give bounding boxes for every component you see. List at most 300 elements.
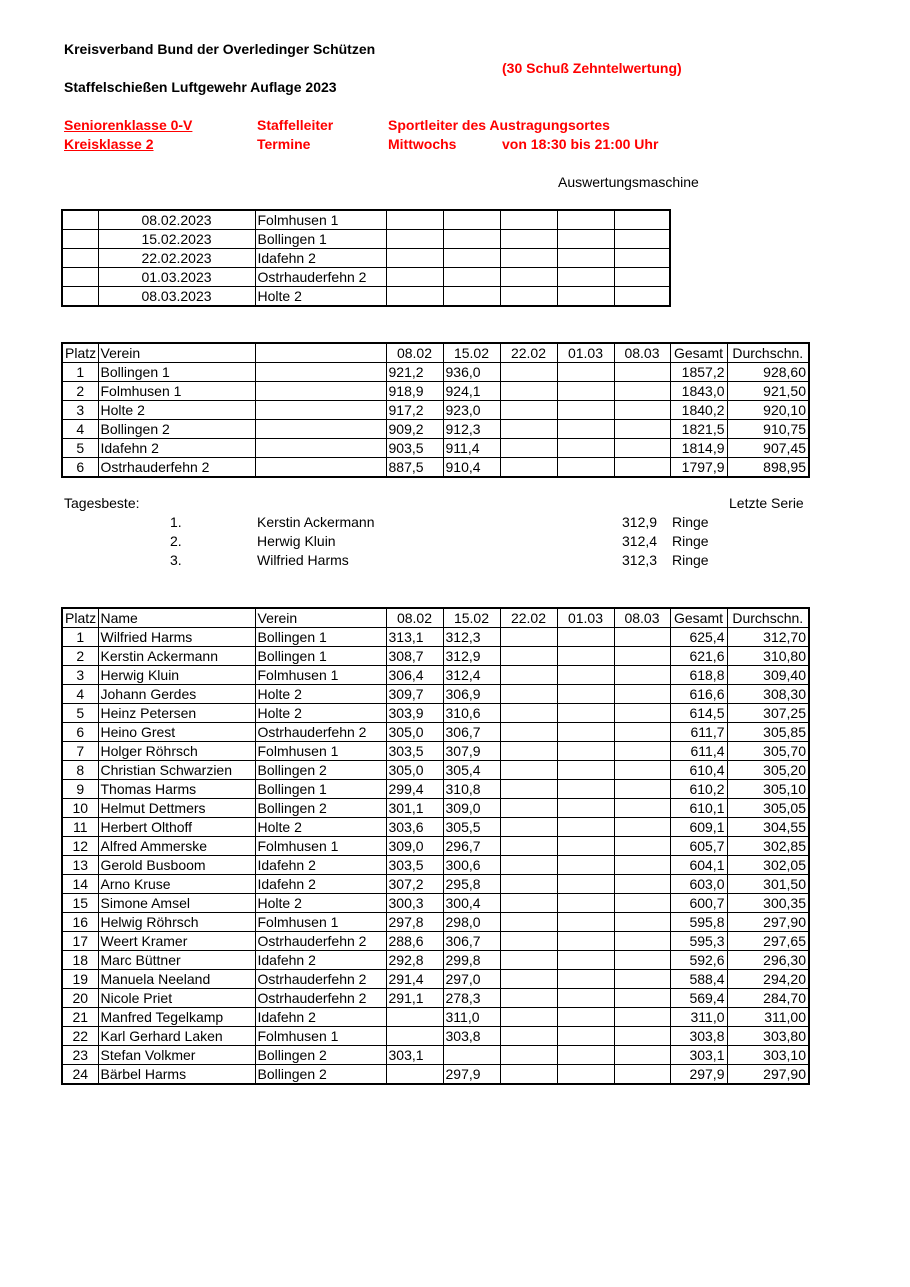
individual-row: [62, 761, 809, 780]
table-cell: 569,4: [670, 989, 727, 1008]
table-cell: 297,0: [443, 970, 500, 989]
table-cell: Alfred Ammerske: [98, 837, 255, 856]
column-header: 08.02: [386, 343, 443, 363]
table-cell: 300,4: [443, 894, 500, 913]
table-cell: 303,1: [670, 1046, 727, 1065]
table-cell: 1840,2: [670, 401, 727, 420]
schedule-venue: Ostrhauderfehn 2: [255, 268, 386, 287]
table-cell: 1814,9: [670, 439, 727, 458]
table-cell: [557, 685, 614, 704]
table-cell: 312,4: [443, 666, 500, 685]
table-cell: 3: [62, 666, 98, 685]
table-cell: [386, 1065, 443, 1085]
table-cell: 1: [62, 363, 98, 382]
table-cell: 9: [62, 780, 98, 799]
table-cell: 6: [62, 458, 98, 478]
schedule-cell-blank: [614, 249, 670, 268]
table-cell: Folmhusen 1: [98, 382, 255, 401]
table-cell: Folmhusen 1: [255, 1027, 386, 1046]
table-cell: 300,35: [727, 894, 809, 913]
table-cell: 305,5: [443, 818, 500, 837]
schedule-cell-blank: [386, 210, 443, 230]
table-cell: [500, 932, 557, 951]
table-cell: Bollingen 1: [255, 780, 386, 799]
individual-row: [62, 628, 809, 647]
table-cell: 1843,0: [670, 382, 727, 401]
individual-row: [62, 1065, 809, 1085]
table-cell: 297,9: [670, 1065, 727, 1085]
table-cell: [500, 382, 557, 401]
table-cell: 1857,2: [670, 363, 727, 382]
table-cell: 12: [62, 837, 98, 856]
schedule-cell-blank: [614, 268, 670, 287]
table-cell: 309,40: [727, 666, 809, 685]
table-cell: 307,25: [727, 704, 809, 723]
schedule-venue: Idafehn 2: [255, 249, 386, 268]
table-cell: 18: [62, 951, 98, 970]
table-cell: [614, 1008, 670, 1027]
table-cell: 17: [62, 932, 98, 951]
table-cell: [557, 742, 614, 761]
table-cell: Stefan Volkmer: [98, 1046, 255, 1065]
table-cell: 917,2: [386, 401, 443, 420]
individual-row: [62, 685, 809, 704]
table-cell: 5: [62, 439, 98, 458]
table-cell: Bollingen 2: [255, 799, 386, 818]
table-cell: 11: [62, 818, 98, 837]
table-cell: 928,60: [727, 363, 809, 382]
table-cell: 296,7: [443, 837, 500, 856]
schedule-date: 01.03.2023: [98, 268, 255, 287]
table-cell: 10: [62, 799, 98, 818]
table-cell: Bärbel Harms: [98, 1065, 255, 1085]
schedule-cell-blank: [386, 268, 443, 287]
table-cell: 305,0: [386, 723, 443, 742]
table-cell: 14: [62, 875, 98, 894]
schedule-cell-blank: [557, 210, 614, 230]
table-cell: 305,70: [727, 742, 809, 761]
table-cell: 898,95: [727, 458, 809, 478]
individual-row: [62, 837, 809, 856]
table-cell: 309,7: [386, 685, 443, 704]
table-cell: 303,5: [386, 742, 443, 761]
table-cell: Johann Gerdes: [98, 685, 255, 704]
table-cell: 295,8: [443, 875, 500, 894]
table-cell: 1797,9: [670, 458, 727, 478]
table-cell: [557, 780, 614, 799]
team-standings-table: [61, 342, 810, 478]
table-cell: 312,70: [727, 628, 809, 647]
table-cell: [500, 647, 557, 666]
label-sportleiter: Sportleiter des Austragungsortes: [388, 117, 610, 133]
schedule-row: [62, 230, 670, 249]
column-header: 22.02: [500, 608, 557, 628]
table-cell: [255, 420, 386, 439]
table-cell: 301,50: [727, 875, 809, 894]
column-header: 15.02: [443, 608, 500, 628]
table-cell: 903,5: [386, 439, 443, 458]
table-cell: Bollingen 2: [255, 1065, 386, 1085]
table-cell: 305,4: [443, 761, 500, 780]
schedule-cell-blank: [62, 268, 98, 287]
table-cell: [500, 666, 557, 685]
table-cell: [500, 458, 557, 478]
table-cell: 296,30: [727, 951, 809, 970]
column-header: 22.02: [500, 343, 557, 363]
team-row: [62, 420, 809, 439]
table-cell: Holte 2: [255, 704, 386, 723]
schedule-row: [62, 268, 670, 287]
table-cell: [500, 951, 557, 970]
table-cell: [500, 1065, 557, 1085]
table-cell: 284,70: [727, 989, 809, 1008]
table-cell: 303,5: [386, 856, 443, 875]
table-cell: 302,05: [727, 856, 809, 875]
table-cell: Manfred Tegelkamp: [98, 1008, 255, 1027]
table-cell: Bollingen 2: [255, 1046, 386, 1065]
schedule-row: [62, 287, 670, 307]
table-cell: [557, 894, 614, 913]
table-cell: Weert Kramer: [98, 932, 255, 951]
table-cell: 297,65: [727, 932, 809, 951]
table-cell: Idafehn 2: [255, 856, 386, 875]
table-cell: Heinz Petersen: [98, 704, 255, 723]
table-cell: 4: [62, 420, 98, 439]
schedule-venue: Holte 2: [255, 287, 386, 307]
table-cell: 910,4: [443, 458, 500, 478]
table-cell: [557, 1027, 614, 1046]
table-cell: [557, 1046, 614, 1065]
schedule-date: 22.02.2023: [98, 249, 255, 268]
table-cell: Simone Amsel: [98, 894, 255, 913]
table-cell: [557, 723, 614, 742]
table-cell: Thomas Harms: [98, 780, 255, 799]
individual-row: [62, 666, 809, 685]
individual-row: [62, 723, 809, 742]
label-time: von 18:30 bis 21:00 Uhr: [502, 136, 659, 152]
column-header: 01.03: [557, 343, 614, 363]
table-cell: 297,90: [727, 1065, 809, 1085]
table-cell: Bollingen 2: [255, 761, 386, 780]
table-cell: [500, 780, 557, 799]
column-header: Durchschn.: [727, 343, 809, 363]
table-cell: Idafehn 2: [98, 439, 255, 458]
table-cell: Folmhusen 1: [255, 913, 386, 932]
table-cell: [557, 989, 614, 1008]
table-cell: [557, 856, 614, 875]
table-cell: [557, 1008, 614, 1027]
table-cell: [614, 647, 670, 666]
scoring-note: (30 Schuß Zehntelwertung): [502, 60, 682, 76]
table-cell: [614, 382, 670, 401]
table-cell: [614, 818, 670, 837]
best-label: Tagesbeste:: [64, 495, 140, 511]
table-cell: 887,5: [386, 458, 443, 478]
table-cell: 621,6: [670, 647, 727, 666]
table-cell: [614, 704, 670, 723]
table-cell: [557, 951, 614, 970]
individual-row: [62, 989, 809, 1008]
individual-row: [62, 856, 809, 875]
column-header: Verein: [255, 608, 386, 628]
label-staffelleiter: Staffelleiter: [257, 117, 334, 133]
schedule-cell-blank: [500, 230, 557, 249]
table-cell: [255, 458, 386, 478]
schedule-cell-blank: [386, 287, 443, 307]
table-cell: [557, 628, 614, 647]
table-cell: 300,3: [386, 894, 443, 913]
column-header: 08.03: [614, 343, 670, 363]
individual-row: [62, 780, 809, 799]
table-cell: Folmhusen 1: [255, 666, 386, 685]
table-cell: 16: [62, 913, 98, 932]
table-cell: 610,1: [670, 799, 727, 818]
table-cell: 921,2: [386, 363, 443, 382]
table-cell: [614, 1046, 670, 1065]
table-cell: 303,80: [727, 1027, 809, 1046]
table-cell: [500, 1046, 557, 1065]
table-cell: [614, 799, 670, 818]
table-header-row: [62, 343, 809, 363]
table-cell: 610,4: [670, 761, 727, 780]
table-cell: 310,6: [443, 704, 500, 723]
table-cell: Marc Büttner: [98, 951, 255, 970]
table-cell: [557, 1065, 614, 1085]
table-cell: 15: [62, 894, 98, 913]
schedule-cell-blank: [557, 287, 614, 307]
individual-row: [62, 1027, 809, 1046]
table-cell: 911,4: [443, 439, 500, 458]
table-cell: 22: [62, 1027, 98, 1046]
table-cell: [614, 1027, 670, 1046]
table-cell: 921,50: [727, 382, 809, 401]
table-cell: [557, 932, 614, 951]
table-cell: [500, 420, 557, 439]
table-cell: Kerstin Ackermann: [98, 647, 255, 666]
table-cell: 307,2: [386, 875, 443, 894]
schedule-venue: Folmhusen 1: [255, 210, 386, 230]
table-cell: 21: [62, 1008, 98, 1027]
table-cell: [614, 420, 670, 439]
schedule-cell-blank: [614, 230, 670, 249]
table-cell: 592,6: [670, 951, 727, 970]
best-unit: Ringe: [672, 552, 709, 568]
table-cell: [500, 970, 557, 989]
table-cell: Heino Grest: [98, 723, 255, 742]
class-senior: Seniorenklasse 0-V: [64, 117, 193, 133]
table-cell: 924,1: [443, 382, 500, 401]
column-header: 08.02: [386, 608, 443, 628]
table-cell: [500, 401, 557, 420]
table-cell: 303,10: [727, 1046, 809, 1065]
table-cell: 7: [62, 742, 98, 761]
table-cell: 291,1: [386, 989, 443, 1008]
team-row: [62, 458, 809, 478]
table-cell: 288,6: [386, 932, 443, 951]
table-cell: 23: [62, 1046, 98, 1065]
individual-row: [62, 932, 809, 951]
table-cell: 306,9: [443, 685, 500, 704]
table-cell: 299,8: [443, 951, 500, 970]
table-cell: [614, 458, 670, 478]
table-cell: 305,05: [727, 799, 809, 818]
table-cell: 618,8: [670, 666, 727, 685]
table-cell: [614, 628, 670, 647]
column-header: Platz: [62, 608, 98, 628]
table-cell: 313,1: [386, 628, 443, 647]
table-cell: Wilfried Harms: [98, 628, 255, 647]
table-cell: 595,8: [670, 913, 727, 932]
best-unit: Ringe: [672, 533, 709, 549]
table-cell: 605,7: [670, 837, 727, 856]
table-cell: 1821,5: [670, 420, 727, 439]
table-cell: 299,4: [386, 780, 443, 799]
table-cell: 609,1: [670, 818, 727, 837]
team-row: [62, 401, 809, 420]
best-score: 312,9: [622, 514, 658, 530]
table-cell: [614, 951, 670, 970]
table-cell: 20: [62, 989, 98, 1008]
table-cell: [614, 970, 670, 989]
table-cell: [500, 818, 557, 837]
table-cell: 292,8: [386, 951, 443, 970]
table-cell: 923,0: [443, 401, 500, 420]
individual-row: [62, 875, 809, 894]
table-cell: 614,5: [670, 704, 727, 723]
table-cell: [557, 382, 614, 401]
individual-row: [62, 799, 809, 818]
table-cell: 309,0: [443, 799, 500, 818]
table-cell: [557, 363, 614, 382]
schedule-date: 08.03.2023: [98, 287, 255, 307]
team-row: [62, 363, 809, 382]
schedule-cell-blank: [500, 268, 557, 287]
table-cell: 907,45: [727, 439, 809, 458]
table-cell: [255, 382, 386, 401]
table-cell: Bollingen 1: [255, 647, 386, 666]
table-cell: [614, 837, 670, 856]
column-header: Durchschn.: [727, 608, 809, 628]
best-name: Wilfried Harms: [257, 552, 349, 568]
table-cell: 3: [62, 401, 98, 420]
table-cell: 303,8: [670, 1027, 727, 1046]
table-cell: [614, 742, 670, 761]
schedule-cell-blank: [62, 210, 98, 230]
table-cell: [500, 761, 557, 780]
table-cell: 1: [62, 628, 98, 647]
table-cell: [500, 723, 557, 742]
table-cell: 5: [62, 704, 98, 723]
table-cell: 298,0: [443, 913, 500, 932]
table-cell: 305,10: [727, 780, 809, 799]
schedule-row: [62, 249, 670, 268]
best-name: Kerstin Ackermann: [257, 514, 375, 530]
table-cell: Idafehn 2: [255, 1008, 386, 1027]
table-cell: [614, 723, 670, 742]
table-cell: [614, 363, 670, 382]
column-header: 15.02: [443, 343, 500, 363]
table-cell: [614, 894, 670, 913]
table-cell: 4: [62, 685, 98, 704]
schedule-cell-blank: [62, 230, 98, 249]
table-cell: Bollingen 1: [255, 628, 386, 647]
table-cell: [614, 875, 670, 894]
table-cell: 8: [62, 761, 98, 780]
table-cell: [614, 666, 670, 685]
best-score: 312,3: [622, 552, 658, 568]
table-cell: 312,9: [443, 647, 500, 666]
table-cell: 918,9: [386, 382, 443, 401]
table-cell: 308,30: [727, 685, 809, 704]
table-cell: 306,4: [386, 666, 443, 685]
table-cell: 311,00: [727, 1008, 809, 1027]
table-cell: 304,55: [727, 818, 809, 837]
table-cell: [500, 856, 557, 875]
table-cell: 303,6: [386, 818, 443, 837]
table-cell: [614, 989, 670, 1008]
table-cell: 305,20: [727, 761, 809, 780]
table-cell: [255, 401, 386, 420]
column-header: [255, 343, 386, 363]
table-cell: [557, 439, 614, 458]
table-cell: Helmut Dettmers: [98, 799, 255, 818]
individual-row: [62, 894, 809, 913]
table-cell: 305,85: [727, 723, 809, 742]
table-cell: 303,9: [386, 704, 443, 723]
table-cell: 603,0: [670, 875, 727, 894]
table-cell: 312,3: [443, 628, 500, 647]
table-cell: [500, 704, 557, 723]
schedule-cell-blank: [614, 210, 670, 230]
table-cell: 307,9: [443, 742, 500, 761]
schedule-cell-blank: [62, 287, 98, 307]
class-kreis: Kreisklasse 2: [64, 136, 154, 152]
schedule-cell-blank: [443, 210, 500, 230]
best-rank: 1.: [170, 514, 182, 530]
schedule-cell-blank: [557, 249, 614, 268]
table-cell: 278,3: [443, 989, 500, 1008]
table-cell: [614, 439, 670, 458]
schedule-cell-blank: [557, 230, 614, 249]
schedule-date: 15.02.2023: [98, 230, 255, 249]
table-cell: 311,0: [670, 1008, 727, 1027]
table-cell: 301,1: [386, 799, 443, 818]
individual-row: [62, 704, 809, 723]
table-cell: Bollingen 1: [98, 363, 255, 382]
individual-row: [62, 647, 809, 666]
table-cell: 291,4: [386, 970, 443, 989]
table-cell: 309,0: [386, 837, 443, 856]
schedule-cell-blank: [443, 230, 500, 249]
individual-standings-table: [61, 607, 810, 1085]
table-cell: [500, 894, 557, 913]
table-cell: [557, 818, 614, 837]
table-cell: Holte 2: [98, 401, 255, 420]
org-title: Kreisverband Bund der Overledinger Schützen: [64, 41, 376, 57]
table-cell: 600,7: [670, 894, 727, 913]
table-cell: 936,0: [443, 363, 500, 382]
table-cell: 300,6: [443, 856, 500, 875]
table-cell: Helwig Röhrsch: [98, 913, 255, 932]
table-cell: [500, 875, 557, 894]
table-cell: 297,8: [386, 913, 443, 932]
table-cell: [500, 989, 557, 1008]
table-cell: Bollingen 2: [98, 420, 255, 439]
best-unit: Ringe: [672, 514, 709, 530]
table-cell: [557, 420, 614, 439]
table-cell: [557, 666, 614, 685]
table-cell: [557, 647, 614, 666]
